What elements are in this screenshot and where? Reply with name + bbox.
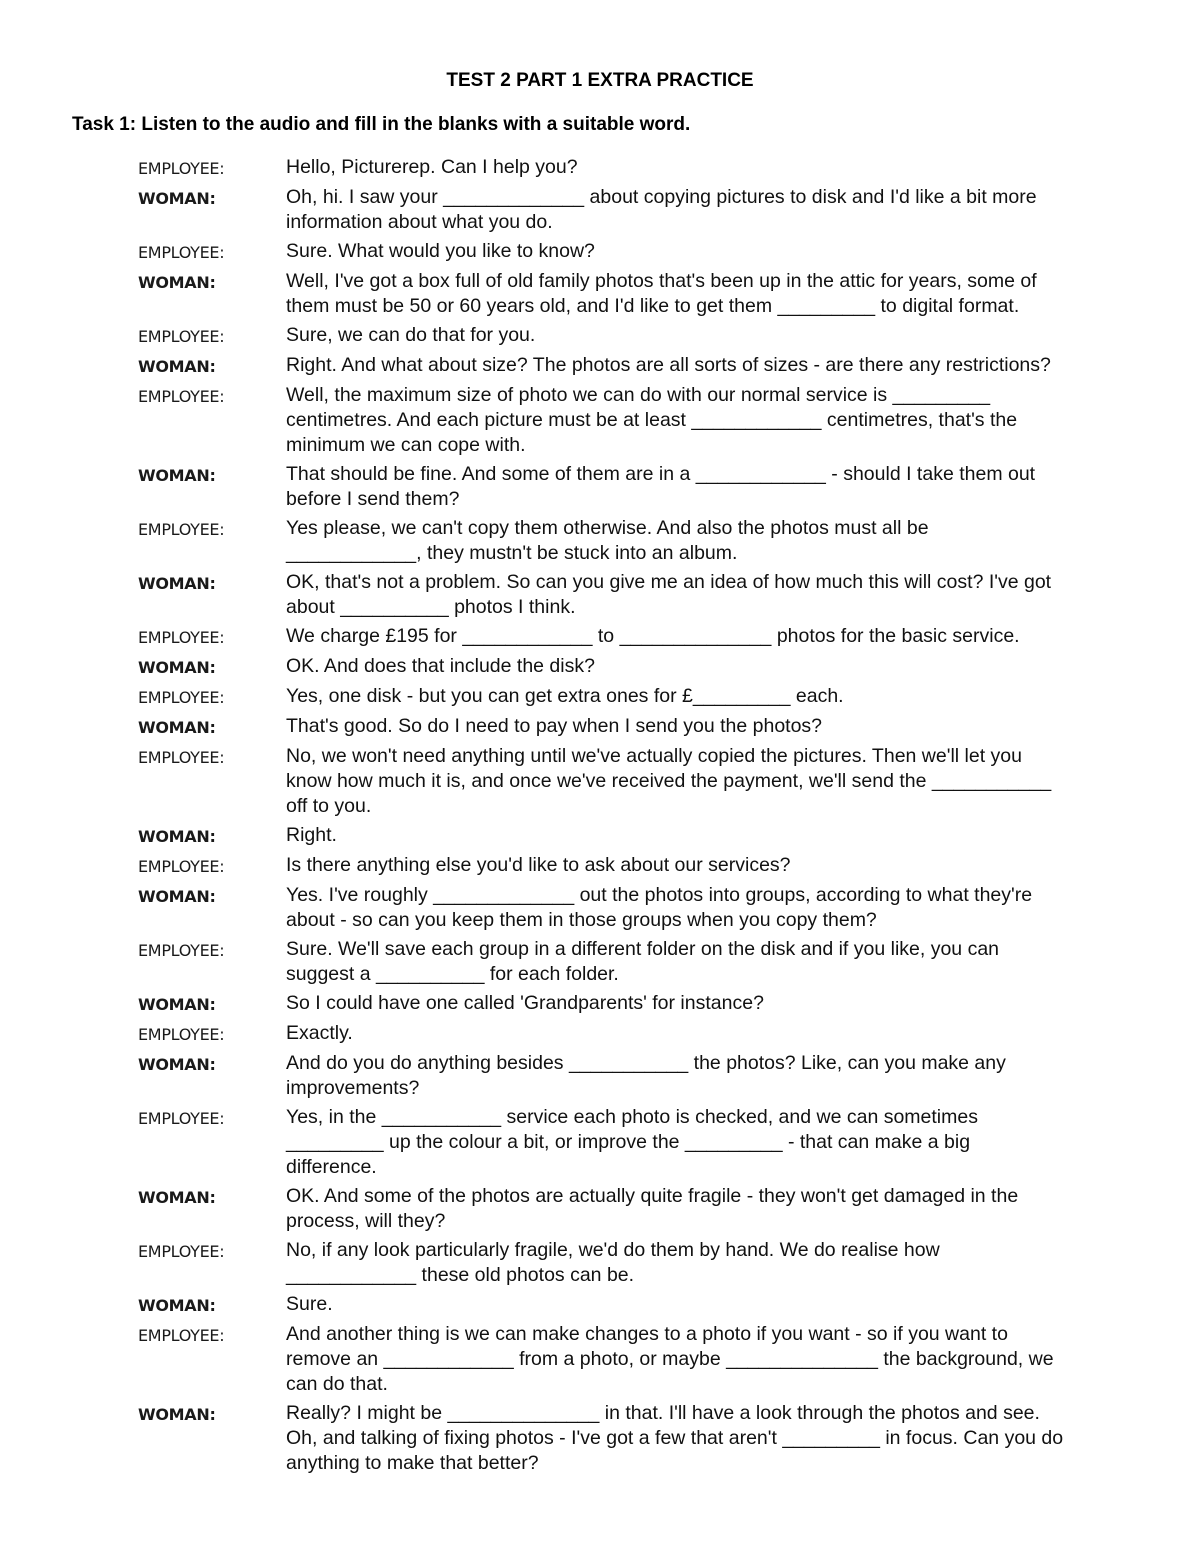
speaker-label: WOMAN: [138, 466, 216, 485]
speaker-label: WOMAN: [138, 574, 216, 593]
dialogue-text: Hello, Picturerep. Can I help you? [286, 156, 578, 178]
dialogue-line [0, 654, 1200, 680]
dialogue-text: Right. And what about size? The photos are all sorts of sizes - are there any restrictions? [286, 354, 1051, 376]
dialogue-text: Sure. [286, 1293, 333, 1315]
dialogue-line [0, 269, 1200, 319]
speaker-label: WOMAN: [138, 887, 216, 906]
speaker-label: EMPLOYEE: [138, 159, 225, 178]
speaker-label: WOMAN: [138, 1055, 216, 1074]
dialogue-text: And another thing is we can make changes to a photo if you want - so if you want to remove an ____________ from a photo, or maybe ______________ the background, we can do that. [286, 1323, 1054, 1395]
speaker-label: EMPLOYEE: [138, 941, 225, 960]
dialogue-line [0, 570, 1200, 620]
dialogue-line [0, 1292, 1200, 1318]
dialogue-text: So I could have one called 'Grandparents' for instance? [286, 992, 764, 1014]
speaker-label: WOMAN: [138, 189, 216, 208]
dialogue-text: OK. And some of the photos are actually quite fragile - they won't get damaged in the process, will they? [286, 1185, 1019, 1232]
speaker-label: WOMAN: [138, 1405, 216, 1424]
dialogue-text: Exactly. [286, 1022, 353, 1044]
dialogue-text: Oh, hi. I saw your _____________ about copying pictures to disk and I'd like a bit more information about what you do. [286, 186, 1037, 233]
dialogue-text: That should be fine. And some of them are in a ____________ - should I take them out before I send them? [286, 463, 1036, 510]
dialogue-line [0, 185, 1200, 235]
dialogue-line [0, 462, 1200, 512]
dialogue-line [0, 323, 1200, 349]
dialogue-text: Well, the maximum size of photo we can do with our normal service is _________ centimetres. And each picture must be at least ____________ centimetres, that's the minimum we can cope with. [286, 384, 1018, 456]
dialogue-text: Yes, in the ___________ service each photo is checked, and we can sometimes _________ up the colour a bit, or improve the _________ - that can make a big difference. [286, 1106, 978, 1178]
task-instruction: Task 1: Listen to the audio and fill in the blanks with a suitable word. [72, 114, 691, 135]
speaker-label: WOMAN: [138, 1188, 216, 1207]
dialogue-line [0, 823, 1200, 849]
dialogue-line [0, 714, 1200, 740]
speaker-label: WOMAN: [138, 273, 216, 292]
speaker-label: EMPLOYEE: [138, 243, 225, 262]
speaker-label: WOMAN: [138, 1296, 216, 1315]
dialogue-text: Sure. We'll save each group in a different folder on the disk and if you like, you can suggest a __________ for each folder. [286, 938, 1000, 985]
dialogue-line [0, 239, 1200, 265]
dialogue-line [0, 1105, 1200, 1180]
dialogue-line [0, 684, 1200, 710]
speaker-label: EMPLOYEE: [138, 628, 225, 647]
dialogue-text: Is there anything else you'd like to ask about our services? [286, 854, 791, 876]
speaker-label: EMPLOYEE: [138, 748, 225, 767]
dialogue-text: Sure, we can do that for you. [286, 324, 536, 346]
speaker-label: WOMAN: [138, 995, 216, 1014]
dialogue-line [0, 383, 1200, 458]
dialogue-text: And do you do anything besides ___________ the photos? Like, can you make any improvements? [286, 1052, 1006, 1099]
dialogue-text: OK, that's not a problem. So can you give me an idea of how much this will cost? I've got about __________ photos I think. [286, 571, 1052, 618]
speaker-label: WOMAN: [138, 357, 216, 376]
dialogue-text: OK. And does that include the disk? [286, 655, 595, 677]
speaker-label: EMPLOYEE: [138, 520, 225, 539]
speaker-label: EMPLOYEE: [138, 1326, 225, 1345]
dialogue-text: Right. [286, 824, 337, 846]
dialogue-text: Really? I might be ______________ in that. I'll have a look through the photos and see. Oh, and talking of fixing photos - I've got a few that aren't _________ in focus. Can you do anything to make that better? [286, 1402, 1064, 1474]
dialogue-line [0, 624, 1200, 650]
dialogue-text: We charge £195 for ____________ to ______________ photos for the basic service. [286, 625, 1020, 647]
dialogue-text: Yes please, we can't copy them otherwise. And also the photos must all be ____________, they mustn't be stuck into an album. [286, 517, 929, 564]
dialogue-text: Sure. What would you like to know? [286, 240, 595, 262]
dialogue-line [0, 1401, 1200, 1476]
dialogue-text: That's good. So do I need to pay when I send you the photos? [286, 715, 823, 737]
dialogue-line [0, 937, 1200, 987]
dialogue-line [0, 1322, 1200, 1397]
dialogue-line [0, 1021, 1200, 1047]
speaker-label: EMPLOYEE: [138, 387, 225, 406]
speaker-label: EMPLOYEE: [138, 327, 225, 346]
dialogue-line [0, 1238, 1200, 1288]
speaker-label: WOMAN: [138, 658, 216, 677]
dialogue-line [0, 155, 1200, 181]
dialogue-text: Yes, one disk - but you can get extra ones for £_________ each. [286, 685, 844, 707]
speaker-label: EMPLOYEE: [138, 857, 225, 876]
speaker-label: WOMAN: [138, 718, 216, 737]
dialogue-text: No, if any look particularly fragile, we'd do them by hand. We do realise how ____________ these old photos can be. [286, 1239, 940, 1286]
speaker-label: EMPLOYEE: [138, 1242, 225, 1261]
dialogue-line [0, 853, 1200, 879]
speaker-label: EMPLOYEE: [138, 1025, 225, 1044]
dialogue-text: Yes. I've roughly _____________ out the photos into groups, according to what they're about - so can you keep them in those groups when you copy them? [286, 884, 1033, 931]
dialogue-line [0, 883, 1200, 933]
dialogue-text: Well, I've got a box full of old family photos that's been up in the attic for years, some of them must be 50 or 60 years old, and I'd like to get them _________ to digital format. [286, 270, 1037, 317]
dialogue-line [0, 1184, 1200, 1234]
dialogue-line [0, 353, 1200, 379]
page-title: TEST 2 PART 1 EXTRA PRACTICE [446, 70, 754, 91]
speaker-label: WOMAN: [138, 827, 216, 846]
dialogue-script [0, 155, 1200, 1480]
speaker-label: EMPLOYEE: [138, 1109, 225, 1128]
speaker-label: EMPLOYEE: [138, 688, 225, 707]
dialogue-line [0, 516, 1200, 566]
dialogue-line [0, 1051, 1200, 1101]
dialogue-line [0, 991, 1200, 1017]
dialogue-text: No, we won't need anything until we've actually copied the pictures. Then we'll let you know how much it is, and once we've received the payment, we'll send the ___________ off to you. [286, 745, 1052, 817]
dialogue-line [0, 744, 1200, 819]
